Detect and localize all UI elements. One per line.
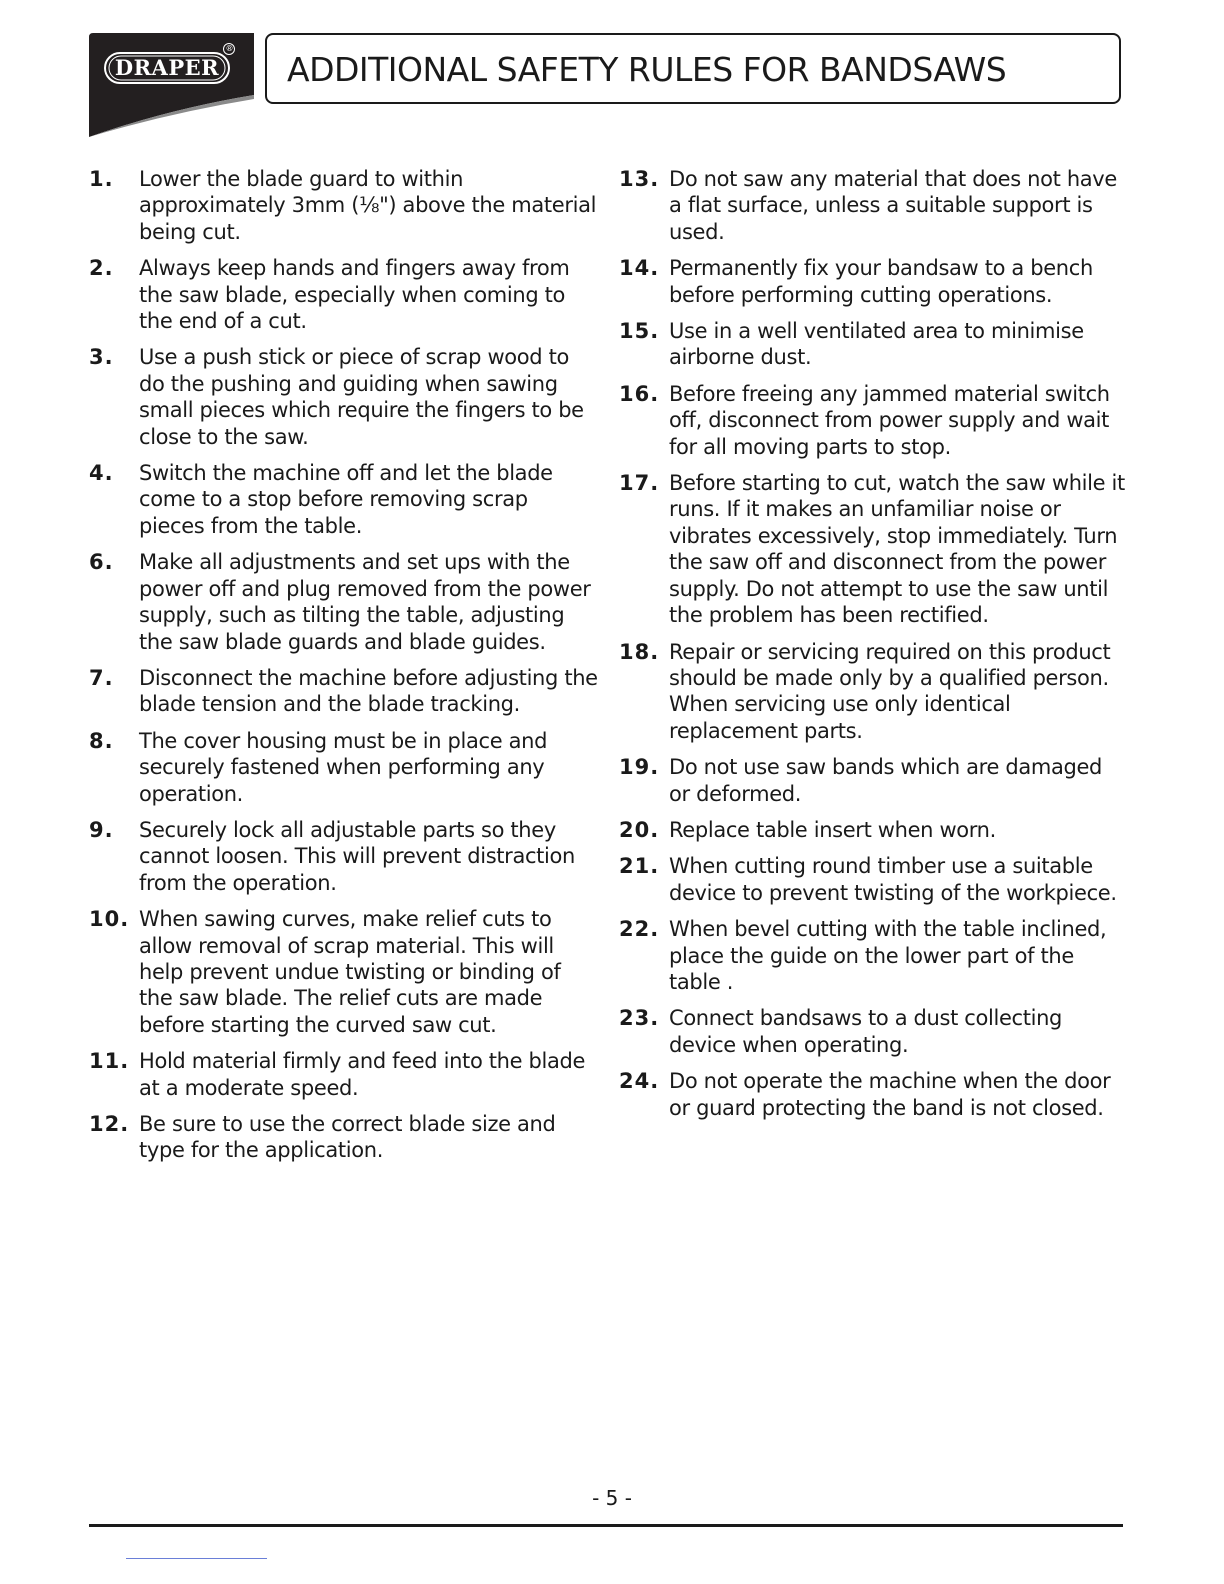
- rule-text: Be sure to use the correct blade size and type for the application.: [139, 1112, 556, 1163]
- rule-text: Replace table insert when worn.: [669, 817, 996, 842]
- rule-item: [619, 817, 1129, 843]
- rule-text: Before freeing any jammed material switch off, disconnect from power supply and wait for all moving parts to stop.: [669, 381, 1110, 459]
- footer-divider: [89, 1524, 1123, 1527]
- rule-item: [619, 381, 1129, 460]
- rule-item: [619, 639, 1129, 745]
- rule-item: [89, 344, 599, 450]
- rule-item: [619, 255, 1129, 308]
- rule-number: 16.: [619, 381, 660, 406]
- rule-text: Before starting to cut, watch the saw while it runs. If it makes an unfamiliar noise or vibrates excessively, stop immediately. Turn the saw off and disconnect from the power supply. Do not attempt to use the saw until the problem has been rectified.: [669, 471, 1125, 628]
- rules-right-column: [619, 166, 1129, 1131]
- rule-text: Use a push stick or piece of scrap wood to do the pushing and guiding when sawing small pieces which require the fingers to be close to the saw.: [139, 345, 584, 449]
- rule-text: Repair or servicing required on this product should be made only by a qualified person. When servicing use only identical replacement parts.: [669, 639, 1111, 743]
- rule-text: Make all adjustments and set ups with the power off and plug removed from the power supply, such as tilting the table, adjusting the saw blade guards and blade guides.: [139, 550, 591, 654]
- page-title: ADDITIONAL SAFETY RULES FOR BANDSAWS: [287, 50, 1007, 89]
- rule-number: 20.: [619, 817, 660, 842]
- rule-text: Always keep hands and fingers away from the saw blade, especially when coming to the end of a cut.: [139, 256, 570, 334]
- rule-item: [619, 1068, 1129, 1121]
- rule-text: Do not operate the machine when the door or guard protecting the band is not closed.: [669, 1069, 1111, 1120]
- rule-number: 23.: [619, 1006, 660, 1031]
- rule-item: [89, 906, 599, 1038]
- rule-number: 1.: [89, 167, 114, 191]
- rule-text: Connect bandsaws to a dust collecting device when operating.: [669, 1006, 1063, 1057]
- rule-item: [89, 1048, 599, 1101]
- rule-number: 17.: [619, 471, 660, 496]
- rule-text: Switch the machine off and let the blade come to a stop before removing scrap pieces from the table.: [139, 461, 553, 538]
- rule-item: [619, 318, 1129, 371]
- rule-item: [619, 166, 1129, 245]
- rule-number: 14.: [619, 256, 660, 281]
- rule-number: 19.: [619, 755, 660, 780]
- rules-left-column: [89, 166, 599, 1174]
- rule-item: [619, 1005, 1129, 1058]
- rule-number: 24.: [619, 1069, 660, 1094]
- rule-text: When sawing curves, make relief cuts to allow removal of scrap material. This will help prevent undue twisting or binding of the saw blade. The relief cuts are made before starting the curved saw cut.: [139, 907, 561, 1037]
- rule-item: [89, 817, 599, 896]
- rule-text: Hold material firmly and feed into the blade at a moderate speed.: [139, 1049, 586, 1100]
- rule-number: 15.: [619, 319, 660, 344]
- rule-item: [619, 916, 1129, 995]
- rule-item: [619, 853, 1129, 906]
- rule-text: When cutting round timber use a suitable device to prevent twisting of the workpiece.: [669, 854, 1117, 905]
- rule-text: Disconnect the machine before adjusting the blade tension and the blade tracking.: [139, 665, 598, 717]
- rule-text: When bevel cutting with the table inclined, place the guide on the lower part of the table .: [669, 917, 1107, 994]
- rule-item: [89, 166, 599, 245]
- rule-item: [89, 665, 599, 718]
- rule-number: 7.: [89, 665, 114, 690]
- brand-block: [89, 33, 254, 137]
- rule-text: Do not saw any material that does not have a flat surface, unless a suitable support is used.: [669, 167, 1117, 244]
- rule-number: 13.: [619, 167, 660, 191]
- footer-accent-line: [126, 1558, 267, 1559]
- rule-number: 21.: [619, 854, 660, 879]
- rule-number: 4.: [89, 461, 114, 486]
- rule-text: The cover housing must be in place and securely fastened when performing any operation.: [139, 728, 548, 806]
- rule-number: 11.: [89, 1049, 130, 1074]
- page-number: - 5 -: [592, 1486, 632, 1510]
- rule-text: Permanently fix your bandsaw to a bench before performing cutting operations.: [669, 256, 1093, 307]
- brand-logo: DRAPER: [114, 55, 220, 80]
- rule-item: [89, 460, 599, 539]
- rule-text: Lower the blade guard to within approximately 3mm (⅛") above the material being cut.: [139, 167, 597, 244]
- rule-number: 12.: [89, 1112, 130, 1136]
- title-box: [265, 33, 1121, 104]
- rule-text: Use in a well ventilated area to minimise airborne dust.: [669, 319, 1084, 370]
- rule-number: 3.: [89, 345, 114, 370]
- rule-number: 10.: [89, 907, 130, 932]
- rule-item: [89, 255, 599, 334]
- rule-item: [89, 1111, 599, 1164]
- rule-number: 9.: [89, 817, 114, 842]
- rule-number: 22.: [619, 917, 660, 942]
- rule-number: 8.: [89, 728, 114, 753]
- rule-text: Do not use saw bands which are damaged or deformed.: [669, 755, 1103, 806]
- rule-text: Securely lock all adjustable parts so they cannot loosen. This will prevent distraction from the operation.: [139, 817, 575, 895]
- rule-item: [89, 549, 599, 655]
- rule-number: 6.: [89, 550, 114, 575]
- rule-item: [89, 728, 599, 807]
- rule-number: 2.: [89, 256, 114, 281]
- rule-number: 18.: [619, 639, 660, 664]
- rule-item: [619, 754, 1129, 807]
- rule-item: [619, 470, 1129, 628]
- registered-mark: ®: [225, 44, 234, 53]
